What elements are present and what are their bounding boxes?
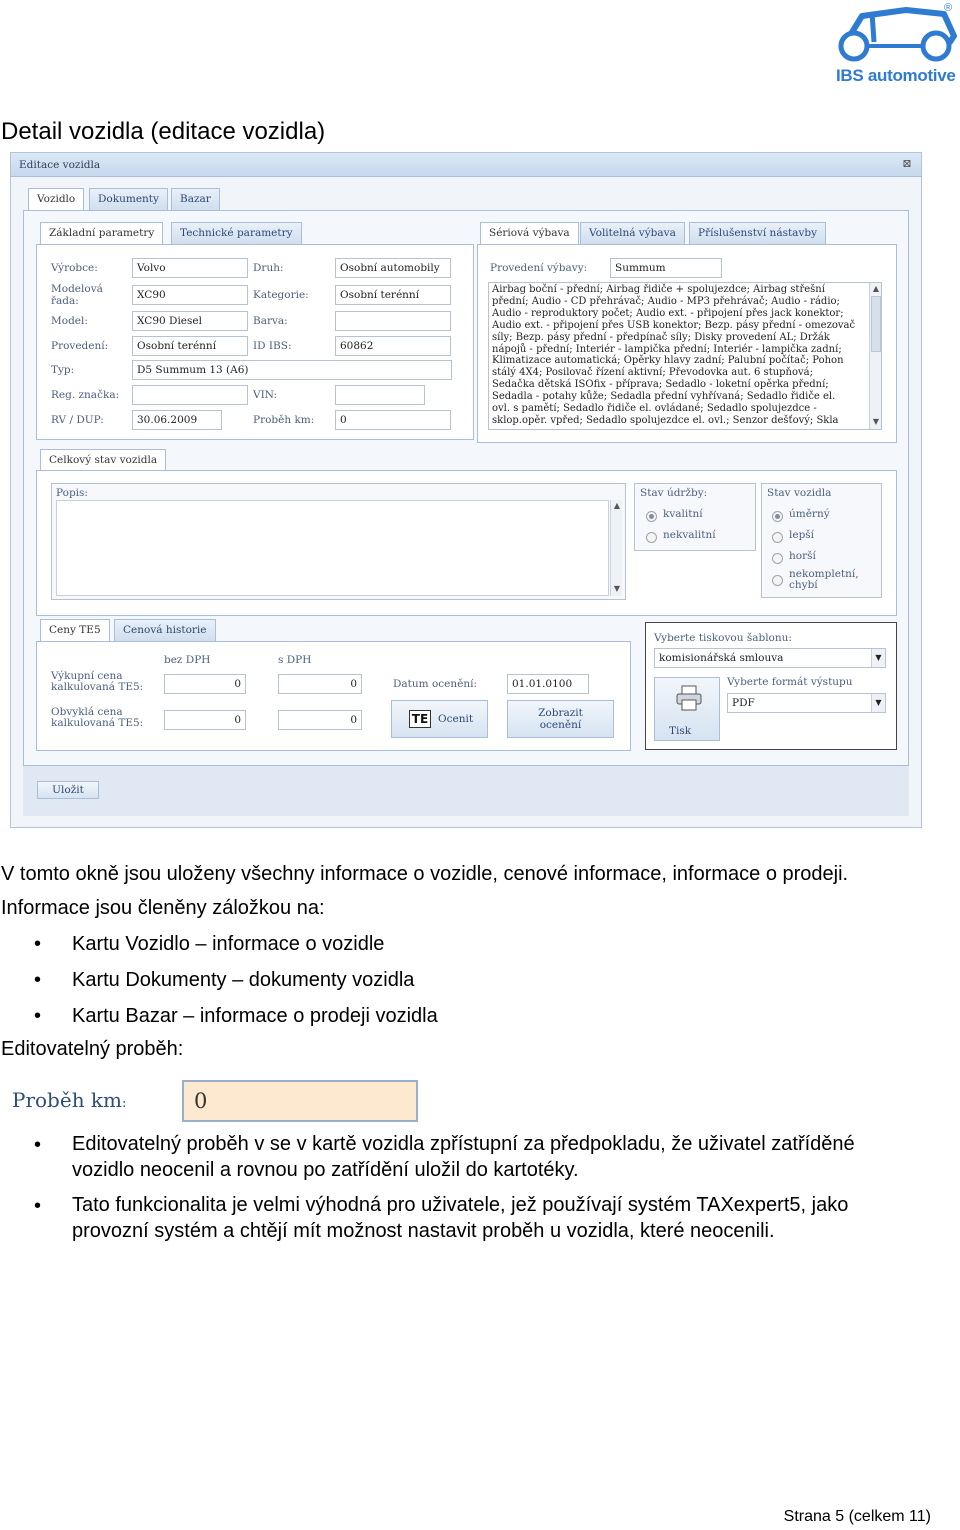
modelova-rada-field[interactable]: XC90 — [132, 285, 248, 305]
label-kategorie: Kategorie: — [253, 289, 309, 301]
intro-paragraph-2: Informace jsou členěny záložkou na: — [1, 897, 325, 919]
label-reg-znacka: Reg. značka: — [51, 389, 120, 401]
label-model: Model: — [51, 315, 88, 327]
format-select[interactable]: PDF ▼ — [727, 693, 886, 713]
reg-znacka-field[interactable] — [132, 385, 248, 405]
equipment-line: přední; Audio - CD přehrávač; Audio - MP3 přehrávač; Audio - rádio; — [492, 295, 840, 307]
popis-box — [51, 483, 626, 600]
label-umerny: úměrný — [789, 508, 830, 520]
vyrobce-field[interactable]: Volvo — [132, 258, 248, 278]
scroll-down-icon[interactable]: ▼ — [872, 417, 880, 426]
obvykla-bez-dph-field[interactable]: 0 — [164, 710, 246, 730]
label-vin: VIN: — [253, 389, 278, 401]
equipment-scrollbar[interactable] — [869, 283, 881, 429]
popis-scrollbar[interactable] — [610, 500, 622, 596]
note-item: Editovatelný proběh v se v kartě vozidla zpřístupní za předpokladu, že uživatel zatříděné vozidlo neocenil a rovnou po zatřídění uložil do kartotéky. — [72, 1133, 855, 1181]
tab-dokumenty[interactable]: Dokumenty — [89, 188, 168, 210]
tab-seriova-vybava[interactable]: Sériová výbava — [480, 222, 579, 245]
bullet-icon: • — [34, 1005, 42, 1027]
obvykla-s-dph-field[interactable]: 0 — [278, 710, 362, 730]
equipment-line: sklop.opěr. vpřed; Sedadlo spolujezdce el. ovl.; Senzor dešťový; Skla — [492, 414, 839, 426]
provedeni-field[interactable]: Osobní terénní — [132, 336, 248, 356]
tab-ceny-te5[interactable]: Ceny TE5 — [40, 619, 110, 642]
sablona-select[interactable]: komisionářská smlouva ▼ — [654, 648, 886, 668]
radio-horsi[interactable] — [772, 553, 783, 564]
scroll-up-icon[interactable]: ▲ — [613, 501, 621, 510]
provedeni-vybavy-field[interactable]: Summum — [610, 258, 722, 278]
tisk-button[interactable] — [654, 677, 720, 741]
label-vykupni-cena: Výkupní cena kalkulovaná TE5: — [51, 670, 144, 693]
druh-field[interactable]: Osobní automobily — [335, 258, 451, 278]
barva-field[interactable] — [335, 311, 451, 331]
vykupni-s-dph-field[interactable]: 0 — [278, 674, 362, 694]
label-obvykla-cena: Obvyklá cena kalkulovaná TE5: — [51, 706, 144, 729]
note-item: Tato funkcionalita je velmi výhodná pro uživatele, jež používají systém TAXexpert5, jako provozní systém a chtějí mít možnost nastavit proběh u vozidla, které neocenili. — [72, 1194, 849, 1242]
tab-zakladni-parametry[interactable]: Základní parametry — [40, 222, 163, 245]
bullet-icon: • — [34, 1134, 42, 1156]
typ-field[interactable]: D5 Summum 13 (A6) — [132, 360, 452, 380]
kategorie-field[interactable]: Osobní terénní — [335, 285, 451, 305]
radio-lepsi[interactable] — [772, 532, 783, 543]
equipment-line: Klimatizace automatická; Opěrky hlavy zadní; Palubní počítač; Pohon — [492, 355, 844, 367]
equipment-line: ovl. s pamětí; Sedadlo řidiče el. ovládané; Sedadlo spolujezdce - — [492, 403, 817, 415]
window-titlebar — [11, 153, 921, 177]
equipment-line: stálý 4X4; Posilovač řízení aktivní; Převodovka aut. 6 stupňová; — [492, 367, 813, 379]
id-ibs-field[interactable]: 60862 — [335, 336, 451, 356]
label-druh: Druh: — [253, 262, 284, 274]
radio-nekvalitni[interactable] — [646, 532, 657, 543]
zobrazit-oceneni-button[interactable]: Zobrazit ocenění — [507, 700, 614, 738]
label-nekvalitni: nekvalitní — [663, 529, 716, 541]
registered-mark: ® — [944, 2, 953, 14]
ocenit-button[interactable] — [391, 700, 488, 738]
equipment-line: Sedadla - potahy kůže; Sedadla přední vyhřívaná; Sedadlo řidiče el. — [492, 391, 836, 403]
vin-field[interactable] — [335, 385, 425, 405]
rv-dup-field[interactable]: 30.06.2009 — [132, 410, 222, 430]
print-panel — [645, 622, 897, 750]
label-barva: Barva: — [253, 315, 288, 327]
equipment-line: Airbag boční - přední; Airbag řidiče + spolujezdce; Airbag střešní — [492, 284, 825, 295]
card-list-item: Kartu Vozidlo – informace o vozidle — [72, 933, 385, 955]
label-horsi: horší — [789, 550, 816, 562]
equipment-line: Audio ext. - připojení přes USB konektor; Bezp. pásy přední - omezovač — [492, 319, 856, 331]
bottom-bar — [23, 765, 909, 816]
label-bez-dph: bez DPH — [164, 654, 211, 666]
label-sablona: Vyberte tiskovou šablonu: — [654, 632, 792, 644]
close-icon[interactable]: ⊠ — [902, 157, 912, 170]
label-typ: Typ: — [51, 364, 75, 376]
label-provedeni-vybavy: Provedení výbavy: — [490, 262, 588, 274]
equipment-line: síly; Bezp. pásy přední - předpínač síly; Disky provedení AL; Držák — [492, 331, 830, 343]
vykupni-bez-dph-field[interactable]: 0 — [164, 674, 246, 694]
equipment-list[interactable] — [488, 282, 882, 430]
edit-vehicle-window — [10, 152, 922, 828]
label-id-ibs: ID IBS: — [253, 340, 292, 352]
equipment-line: nápojů - přední; Interiér - lampička přední; Interiér - lampička zadní; — [492, 343, 842, 355]
tab-cenova-historie[interactable]: Cenová historie — [114, 619, 216, 641]
printer-icon — [675, 685, 703, 711]
km-example-label: Proběh km: — [12, 1088, 127, 1112]
chevron-down-icon[interactable]: ▼ — [871, 694, 885, 712]
stav-udrzby-group — [634, 483, 756, 551]
label-stav-udrzby: Stav údržby: — [640, 487, 708, 499]
tab-celkovy-stav[interactable]: Celkový stav vozidla — [40, 449, 166, 472]
datum-oceneni-field[interactable]: 01.01.0100 — [507, 674, 589, 694]
ibs-logo — [832, 2, 958, 88]
label-format: Vyberte formát výstupu — [727, 676, 853, 688]
intro-paragraph-1: V tomto okně jsou uloženy všechny informace o vozidle, cenové informace, informace o prodeji. — [1, 863, 849, 885]
label-chybi: chybí — [789, 579, 818, 591]
label-vyrobce: Výrobce: — [51, 262, 98, 274]
page-footer: Strana 5 (celkem 11) — [783, 1508, 931, 1525]
km-example-field: 0 — [182, 1080, 418, 1122]
window-title: Editace vozidla — [19, 159, 101, 171]
tab-technicke-parametry[interactable]: Technické parametry — [171, 222, 302, 244]
popis-textarea[interactable] — [56, 500, 609, 596]
tisk-label: Tisk — [669, 725, 692, 737]
card-list-item: Kartu Dokumenty – dokumenty vozidla — [72, 969, 415, 991]
ulozit-button[interactable]: Uložit — [37, 781, 99, 799]
ocenit-label: Ocenit — [438, 713, 474, 725]
label-rv-dup: RV / DUP: — [51, 414, 104, 426]
tab-volitelna-vybava[interactable]: Volitelná výbava — [580, 222, 685, 244]
bullet-icon: • — [34, 969, 42, 991]
label-lepsi: lepší — [789, 529, 815, 541]
chevron-down-icon[interactable]: ▼ — [871, 649, 885, 667]
equipment-line: Sedačka dětská ISOfix - příprava; Sedadlo - loketní opěrka přední; — [492, 379, 829, 391]
card-list-item: Kartu Bazar – informace o prodeji vozidla — [72, 1005, 438, 1027]
scroll-thumb[interactable] — [871, 296, 881, 352]
scroll-down-icon[interactable]: ▼ — [613, 584, 621, 593]
label-datum-oceneni: Datum ocenění: — [393, 678, 478, 690]
label-nekompletni: nekompletní, — [789, 568, 859, 580]
equipment-line: Audio - reproduktory počet; Audio ext. - připojení přes jack konektor; — [492, 307, 844, 319]
radio-umerny[interactable] — [772, 511, 783, 522]
label-probeh-km: Proběh km: — [253, 414, 315, 426]
radio-nekompletni[interactable] — [772, 575, 783, 586]
tab-bazar[interactable]: Bazar — [171, 188, 220, 210]
scroll-up-icon[interactable]: ▲ — [872, 284, 880, 293]
logo-text: IBS automotive — [836, 66, 956, 85]
te-icon: TE — [409, 710, 431, 728]
bullet-icon: • — [34, 933, 42, 955]
bullet-icon: • — [34, 1195, 42, 1217]
stav-vozidla-group — [761, 483, 882, 598]
model-field[interactable]: XC90 Diesel — [132, 311, 248, 331]
label-s-dph: s DPH — [278, 654, 312, 666]
tab-prislusenstvi-nastavby[interactable]: Příslušenství nástavby — [689, 222, 826, 244]
tab-vozidlo[interactable]: Vozidlo — [28, 188, 84, 211]
probeh-km-field[interactable]: 0 — [335, 410, 451, 430]
radio-kvalitni[interactable] — [646, 511, 657, 522]
page-title: Detail vozidla (editace vozidla) — [1, 118, 326, 145]
label-stav-vozidla: Stav vozidla — [767, 487, 832, 499]
label-kvalitni: kvalitní — [663, 508, 703, 520]
editable-heading: Editovatelný proběh: — [1, 1038, 184, 1060]
label-provedeni: Provedení: — [51, 340, 109, 352]
label-modelova-rada: Modelová řada: — [51, 283, 103, 307]
label-popis: Popis: — [56, 487, 88, 499]
